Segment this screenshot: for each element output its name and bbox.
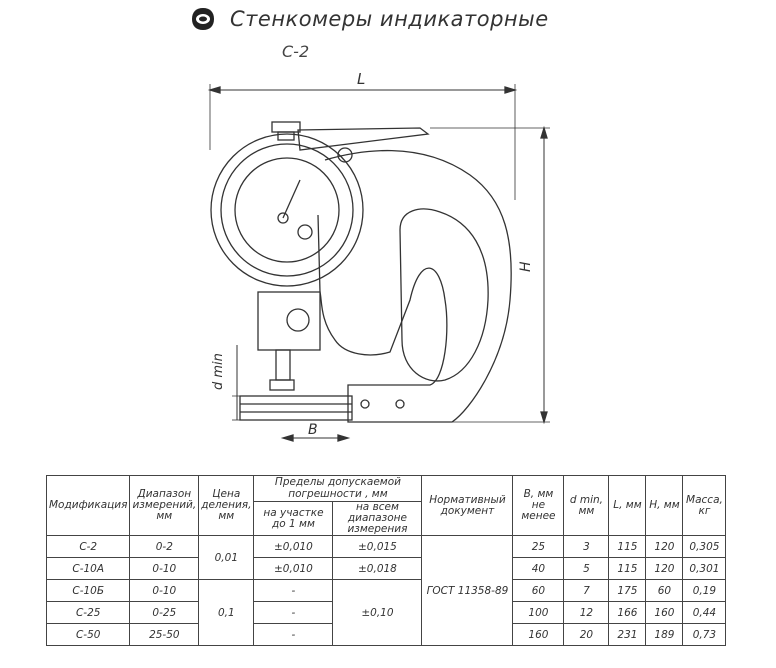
cell-l: 231 xyxy=(609,624,646,646)
cell-range: 0-10 xyxy=(130,580,199,602)
cell-range: 25-50 xyxy=(130,624,199,646)
header-dmin: d min, мм xyxy=(564,476,609,536)
header-h: H, мм xyxy=(646,476,683,536)
dim-dmin-label: d min xyxy=(211,353,226,390)
cell-mass: 0,301 xyxy=(683,558,726,580)
header-b: B, мм не менее xyxy=(513,476,564,536)
cell-errfull: ±0,10 xyxy=(333,580,422,646)
cell-l: 175 xyxy=(609,580,646,602)
cell-dmin: 12 xyxy=(564,602,609,624)
cell-err1: - xyxy=(254,580,333,602)
cell-range: 0-25 xyxy=(130,602,199,624)
header-document: Нормативный документ xyxy=(422,476,513,536)
cell-dmin: 20 xyxy=(564,624,609,646)
cell-mass: 0,19 xyxy=(683,580,726,602)
header-error-full: на всем диапазоне измерения xyxy=(333,502,422,536)
cell-h: 60 xyxy=(646,580,683,602)
cell-b: 25 xyxy=(513,536,564,558)
header-error-group: Пределы допускаемой погрешности , мм xyxy=(254,476,422,502)
cell-division: 0,01 xyxy=(199,536,254,580)
cell-err1: - xyxy=(254,602,333,624)
cell-mod: С-2 xyxy=(47,536,130,558)
header-division: Цена деления, мм xyxy=(199,476,254,536)
cell-l: 166 xyxy=(609,602,646,624)
dim-B-label: B xyxy=(308,422,318,438)
header-range: Диапазон измерений, мм xyxy=(130,476,199,536)
cell-mod: С-50 xyxy=(47,624,130,646)
dim-H-label: H xyxy=(518,261,534,272)
header-error-1mm: на участке до 1 мм xyxy=(254,502,333,536)
dim-L-label: L xyxy=(357,70,366,88)
cell-b: 60 xyxy=(513,580,564,602)
cell-b: 160 xyxy=(513,624,564,646)
table-row xyxy=(47,558,726,580)
cell-document: ГОСТ 11358-89 xyxy=(422,536,513,646)
cell-division: 0,1 xyxy=(199,580,254,646)
table-row xyxy=(47,580,726,602)
cell-mass: 0,305 xyxy=(683,536,726,558)
cell-l: 115 xyxy=(609,536,646,558)
cell-mod: С-10А xyxy=(47,558,130,580)
specification-table xyxy=(46,475,726,646)
cell-range: 0-2 xyxy=(130,536,199,558)
cell-h: 160 xyxy=(646,602,683,624)
cell-mass: 0,73 xyxy=(683,624,726,646)
cell-range: 0-10 xyxy=(130,558,199,580)
cell-errfull: ±0,015 xyxy=(333,536,422,558)
cell-errfull: ±0,018 xyxy=(333,558,422,580)
cell-h: 189 xyxy=(646,624,683,646)
header-mass: Масса, кг xyxy=(683,476,726,536)
cell-dmin: 7 xyxy=(564,580,609,602)
title-text: Стенкомеры индикаторные xyxy=(230,7,549,31)
cell-err1: ±0,010 xyxy=(254,536,333,558)
cell-h: 120 xyxy=(646,536,683,558)
cell-dmin: 3 xyxy=(564,536,609,558)
header-modification: Модификация xyxy=(47,476,130,536)
cell-err1: - xyxy=(254,624,333,646)
cell-mod: С-10Б xyxy=(47,580,130,602)
cell-mod: С-25 xyxy=(47,602,130,624)
cell-mass: 0,44 xyxy=(683,602,726,624)
cell-dmin: 5 xyxy=(564,558,609,580)
cell-l: 115 xyxy=(609,558,646,580)
cell-h: 120 xyxy=(646,558,683,580)
header-l: L, мм xyxy=(609,476,646,536)
cell-b: 40 xyxy=(513,558,564,580)
cell-b: 100 xyxy=(513,602,564,624)
model-label: С-2 xyxy=(282,42,310,61)
cell-err1: ±0,010 xyxy=(254,558,333,580)
table-row xyxy=(47,536,726,558)
